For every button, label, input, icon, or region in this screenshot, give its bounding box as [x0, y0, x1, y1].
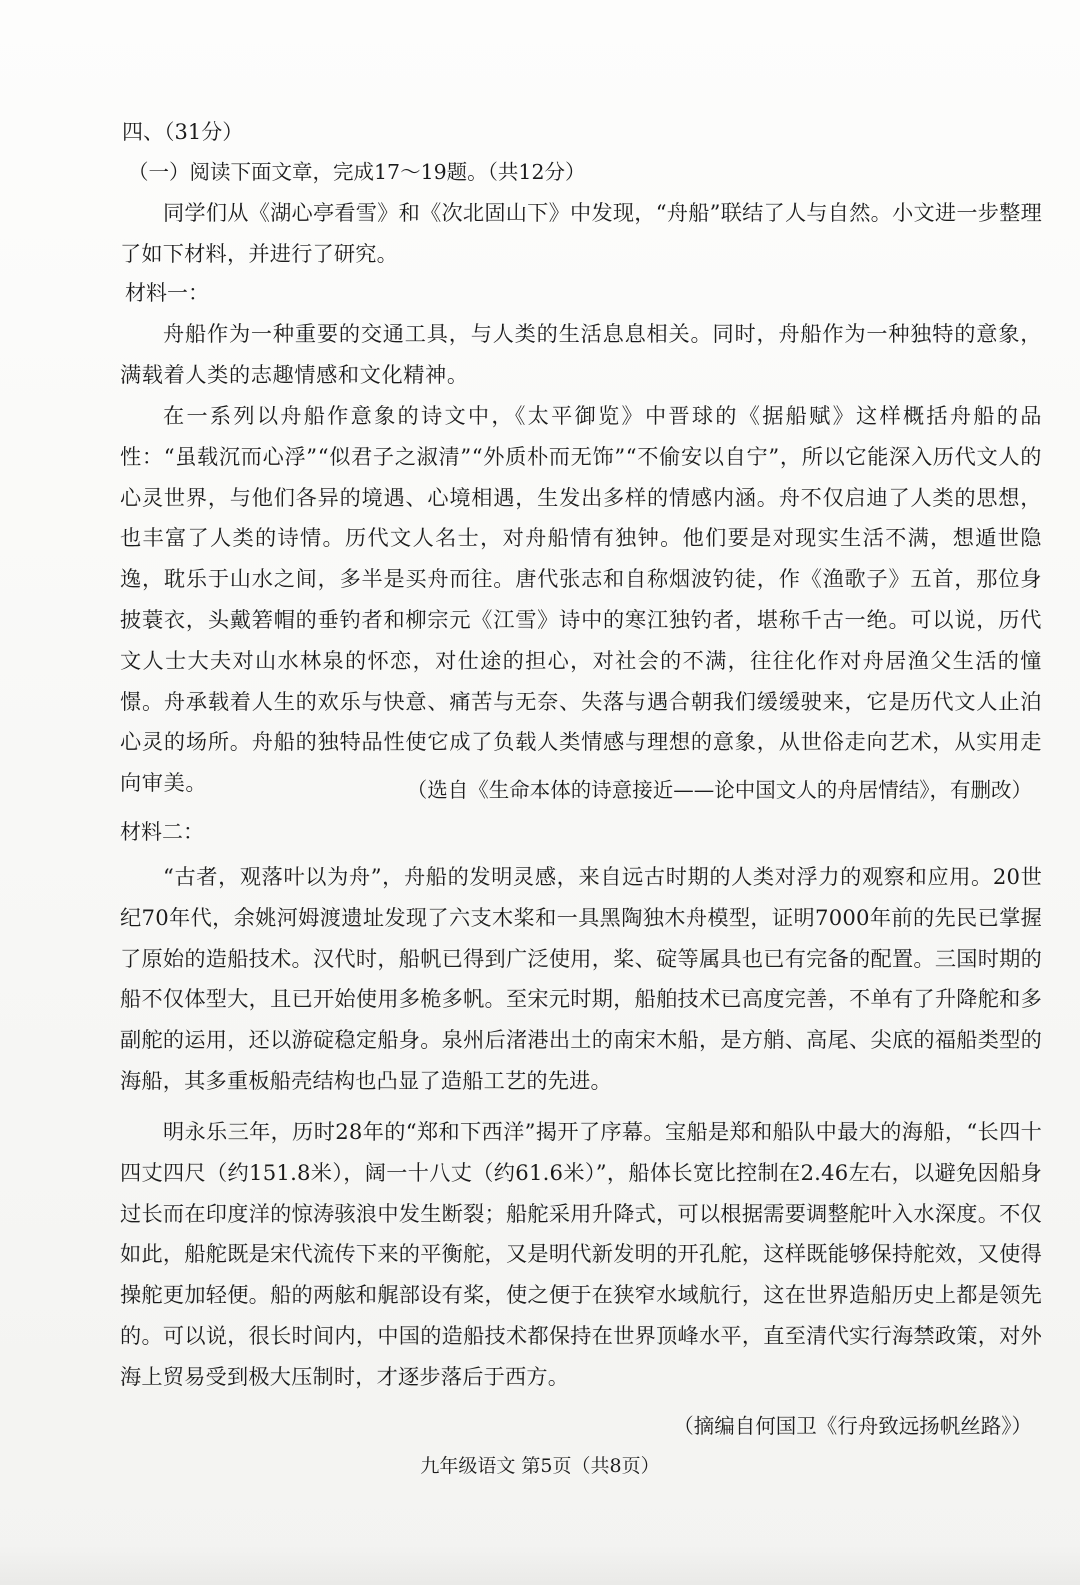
material1-paragraph-2: 在一系列以舟船作意象的诗文中，《太平御览》中晋球的《据船赋》这样概括舟船的品性：“虽载沉而心浮”“似君子之淑清”“外质朴而无饰”“不偷安以自宁”，所以它能深入历代文人的心灵世界，与他们各异的境遇、心境相遇，生发出多样的情感内涵。舟不仅启迪了人类的思想，也丰富了人类的诗情。历代文人名士，对舟船情有独钟。他们要是对现实生活不满，想遁世隐逸，耽乐于山水之间，多半是买舟而往。唐代张志和自称烟波钓徒，作《渔歌子》五首，那位身披蓑衣，头戴箬帽的垂钓者和柳宗元《江雪》诗中的寒江独钓者，堪称千古一绝。可以说，历代文人士大夫对山水林泉的怀恋，对仕途的担心，对社会的不满，往往化作对舟居渔父生活的憧憬。舟承载着人生的欢乐与快意、痛苦与无奈、失落与遇合朝我们缓缓驶来，它是历代文人止泊心灵的场所。舟船的独特品性使它成了负载人类情感与理想的意象，从世俗走向艺术，从实用走向审美。 [120, 403, 1042, 796]
intro-paragraph: 同学们从《湖心亭看雪》和《次北固山下》中发现，“舟船”联结了人与自然。小文进一步整理了如下材料，并进行了研究。 [120, 200, 1042, 266]
material1-label: 材料一： [125, 281, 209, 305]
material2-paragraph-2: 明永乐三年，历时28年的“郑和下西洋”揭开了序幕。宝船是郑和船队中最大的海船，“长四十四丈四尺（约151.8米），阔一十八丈（约61.6米）”，船体长宽比控制在2.46左右，以避免因船身过长而在印度洋的惊涛骇浪中发生断裂；船舵采用升降式，可以根据需要调整舵叶入水深度。不仅如此，船舵既是宋代流传下来的平衡舵，又是明代新发明的开孔舵，这样既能够保持舵效，又使得操舵更加轻便。船的两舷和艉部设有桨，使之便于在狭窄水域航行，这在世界造船历史上都是领先的。可以说，很长时间内，中国的造船技术都保持在世界顶峰水平，直至清代实行海禁政策，对外海上贸易受到极大压制时，才逐步落后于西方。 [120, 1119, 1042, 1389]
section-subheading: （一）阅读下面文章，完成17～19题。（共12分） [128, 160, 586, 184]
material2-source: （摘编自何国卫《行舟致远扬帆丝路》） [673, 1414, 1032, 1438]
material2-paragraph-1: “古者，观落叶以为舟”，舟船的发明灵感，来自远古时期的人类对浮力的观察和应用。20世纪70年代，余姚河姆渡遗址发现了六支木桨和一具黑陶独木舟模型，证明7000年前的先民已掌握了原始的造船技术。汉代时，船帆已得到广泛使用，桨、碇等属具也已有完备的配置。三国时期的船不仅体型大，且已开始使用多桅多帆。至宋元时期，船舶技术已高度完善，不单有了升降舵和多副舵的运用，还以游碇稳定船身。泉州后渚港出土的南宋木船，是方艄、高尾、尖底的福船类型的海船，其多重板船壳结构也凸显了造船工艺的先进。 [120, 864, 1042, 1093]
material1-paragraph-1: 舟船作为一种重要的交通工具，与人类的生活息息相关。同时，舟船作为一种独特的意象，满载着人类的志趣情感和文化精神。 [120, 321, 1042, 387]
material2-label: 材料二： [120, 820, 204, 844]
section-heading: 四、（31分） [122, 120, 244, 144]
material1-source: （选自《生命本体的诗意接近——论中国文人的舟居情结》，有删改） [406, 778, 1032, 802]
page-edge-shadow [0, 1545, 1080, 1585]
page-footer: 九年级语文 第5页（共8页） [420, 1455, 660, 1477]
